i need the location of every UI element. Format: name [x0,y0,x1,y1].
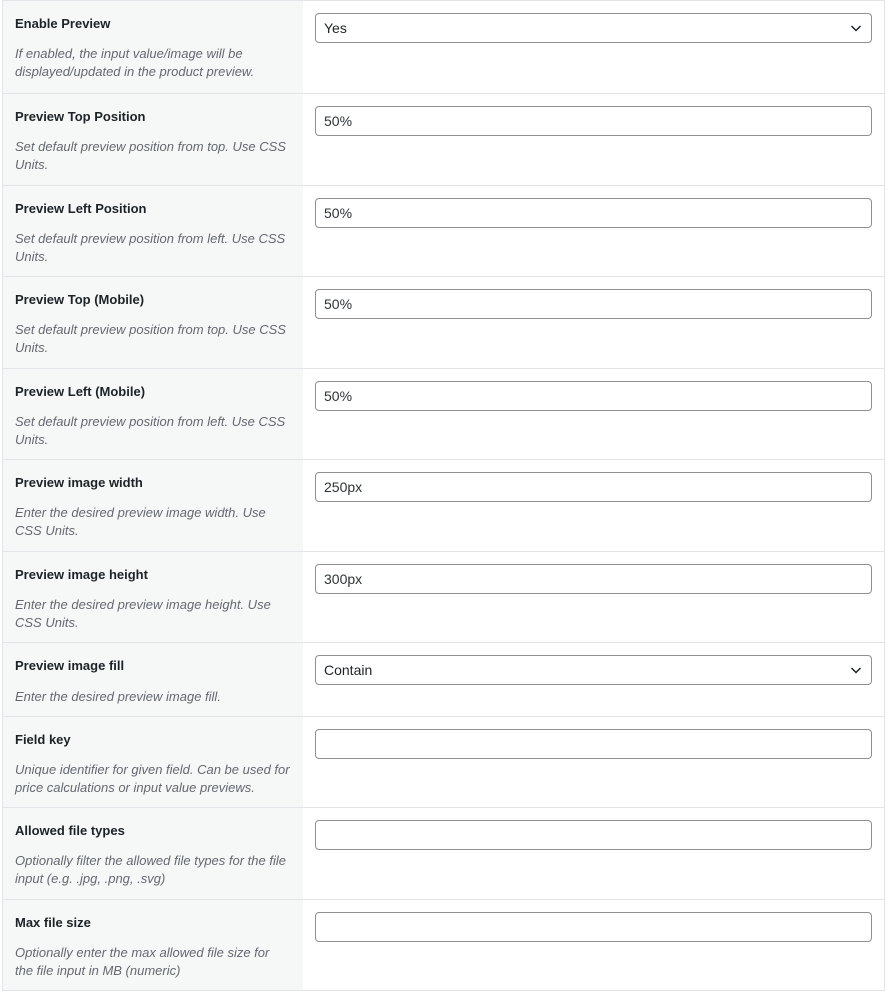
setting-row-field-key [3,717,884,808]
setting-label: Preview image fill [15,658,125,673]
setting-description: Unique identifier for given field. Can be used for price calculations or input value previews. [15,762,290,795]
setting-label-cell [3,460,303,551]
setting-row-preview-image-height [3,552,884,643]
setting-label: Preview Left Position [15,201,147,216]
setting-label-cell [3,808,303,899]
setting-label: Preview image height [15,567,148,582]
setting-label: Field key [15,732,71,747]
preview-image-width-input[interactable]: 250px [315,472,872,502]
setting-label: Preview Top (Mobile) [15,292,145,307]
setting-label-cell [3,186,303,276]
setting-label: Max file size [15,915,91,930]
setting-label-cell [3,643,303,716]
setting-row-enable-preview [3,1,884,94]
setting-label-cell [3,369,303,459]
setting-label-cell [3,900,303,990]
enable-preview-select[interactable] [315,13,872,43]
preview-image-fill-select[interactable] [315,655,872,685]
setting-label: Enable Preview [15,16,111,31]
setting-description: Set default preview position from left. Use CSS Units. [15,231,286,264]
preview-image-height-input[interactable]: 300px [315,564,872,594]
setting-row-preview-top-position [3,94,884,186]
setting-label: Preview Left (Mobile) [15,384,146,399]
setting-label-cell [3,1,303,93]
setting-description: Set default preview position from top. Use CSS Units. [15,322,286,355]
setting-label: Allowed file types [15,823,125,838]
setting-field-cell [303,460,884,551]
setting-description: Optionally filter the allowed file types for the file input (e.g. .jpg, .png, .svg) [15,853,286,886]
preview-left-position-input[interactable]: 50% [315,198,872,228]
preview-top-position-input[interactable]: 50% [315,106,872,136]
setting-label-cell [3,277,303,368]
chevron-down-icon [849,663,863,677]
setting-row-preview-image-width [3,460,884,552]
setting-label-cell [3,94,303,185]
setting-row-preview-left-position [3,186,884,277]
setting-label: Preview Top Position [15,109,146,124]
setting-field-cell [303,717,884,807]
select-value: Yes [324,20,347,36]
setting-field-cell [303,552,884,642]
setting-field-cell [303,808,884,899]
setting-field-cell [303,1,884,93]
chevron-down-icon [849,21,863,35]
setting-row-preview-top-mobile [3,277,884,369]
setting-row-preview-image-fill [3,643,884,717]
setting-description: Set default preview position from left. Use CSS Units. [15,414,286,447]
settings-table [2,0,885,991]
setting-field-cell [303,900,884,990]
setting-field-cell [303,643,884,716]
setting-field-cell [303,186,884,276]
setting-label-cell [3,717,303,807]
setting-field-cell [303,369,884,459]
setting-row-max-file-size [3,900,884,991]
setting-description: If enabled, the input value/image will be displayed/updated in the product preview. [15,46,255,79]
preview-left-mobile-input[interactable]: 50% [315,381,872,411]
setting-label-cell [3,552,303,642]
setting-field-cell [303,94,884,185]
setting-field-cell [303,277,884,368]
setting-description: Enter the desired preview image width. Use CSS Units. [15,505,266,538]
field-key-input[interactable] [315,729,872,759]
setting-label: Preview image width [15,475,143,490]
select-value: Contain [324,662,373,678]
setting-row-allowed-file-types [3,808,884,900]
preview-top-mobile-input[interactable]: 50% [315,289,872,319]
setting-description: Set default preview position from top. Use CSS Units. [15,139,286,172]
setting-description: Enter the desired preview image height. Use CSS Units. [15,597,271,630]
setting-description: Optionally enter the max allowed file size for the file input in MB (numeric) [15,945,270,978]
setting-description: Enter the desired preview image fill. [15,689,221,704]
setting-row-preview-left-mobile [3,369,884,460]
max-file-size-input[interactable] [315,912,872,942]
allowed-file-types-input[interactable] [315,820,872,850]
